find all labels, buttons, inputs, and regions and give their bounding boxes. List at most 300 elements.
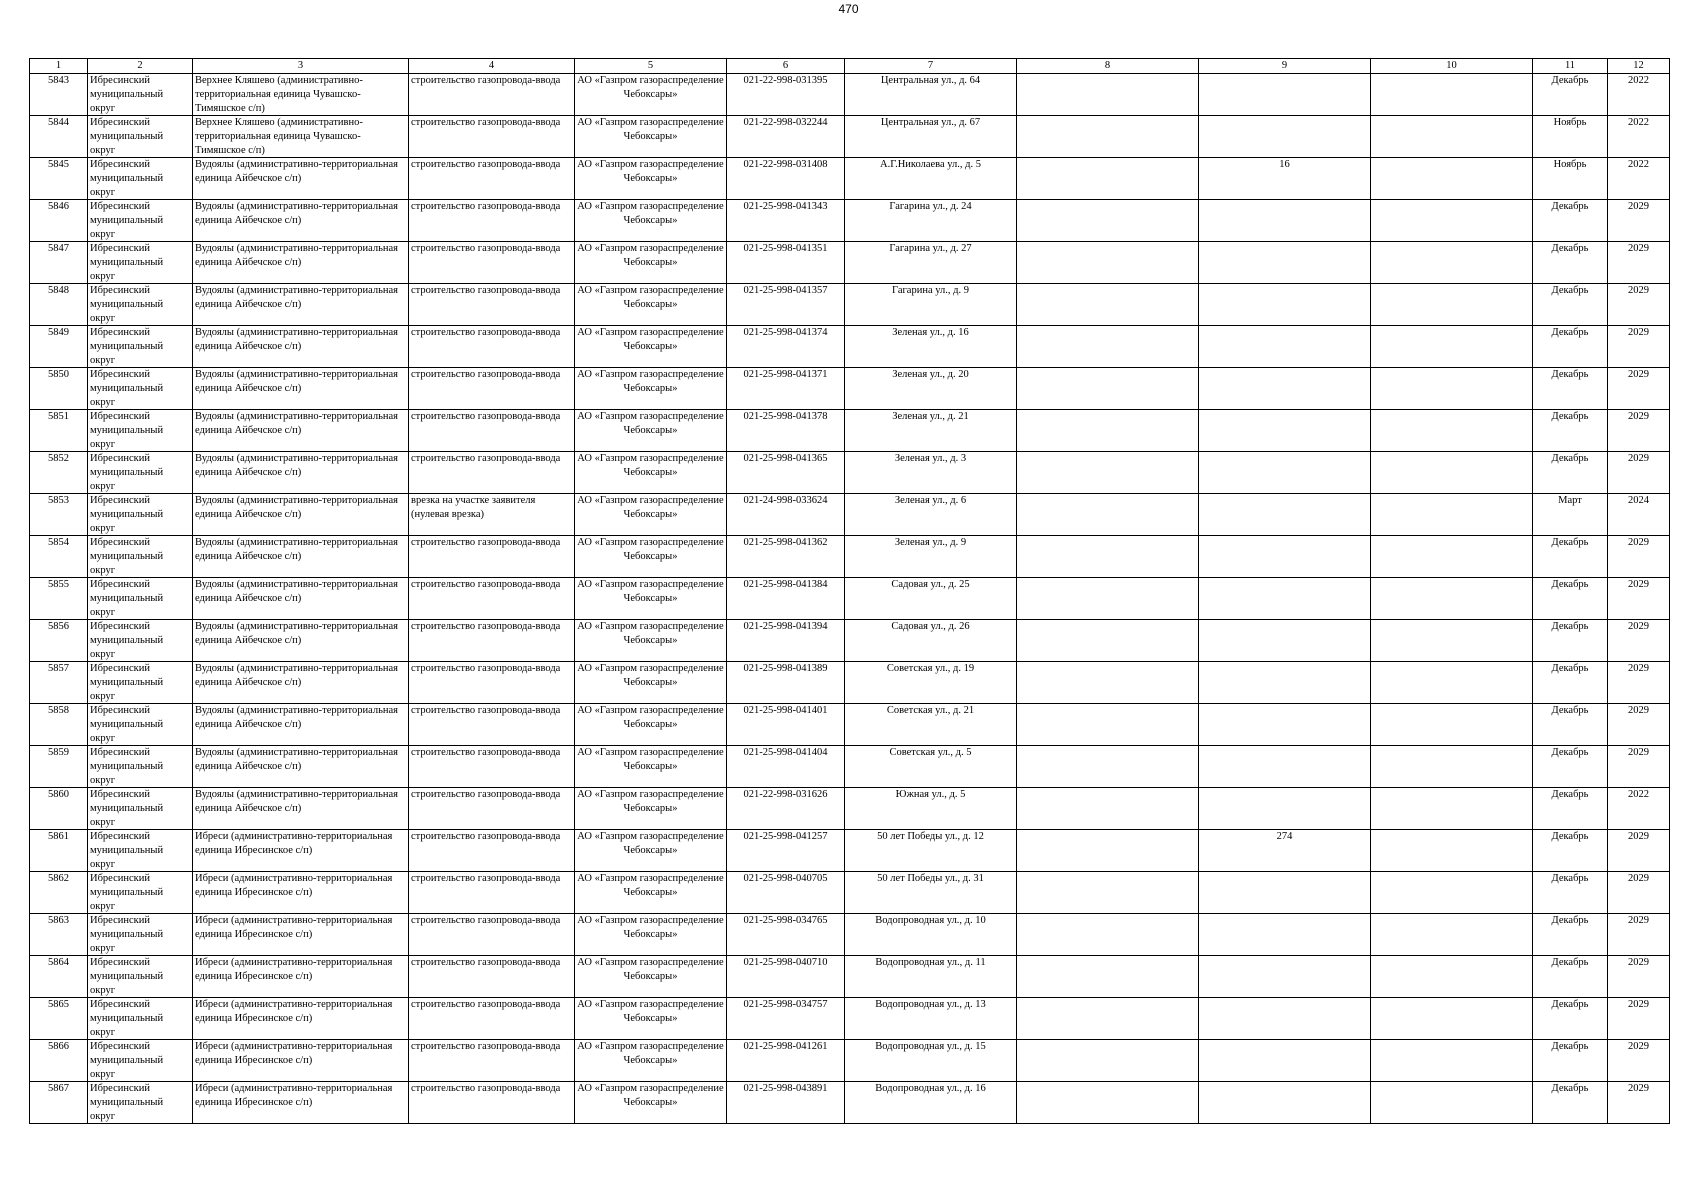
table-cell-col-2 (88, 200, 193, 242)
cell-text: АО «Газпром газораспределение Чебоксары» (577, 705, 724, 730)
cell-text: строительство газопровода-ввода (411, 1041, 561, 1052)
cell-text: 5852 (48, 453, 69, 464)
table-cell-col-1 (30, 326, 88, 368)
cell-text: Гагарина ул., д. 27 (889, 243, 972, 254)
table-row (30, 158, 1670, 200)
table-cell-col-3 (193, 494, 409, 536)
table-cell-col-3 (193, 368, 409, 410)
cell-text: Центральная ул., д. 67 (880, 117, 981, 128)
table-cell-col-5 (575, 578, 727, 620)
table-cell-col-10 (1371, 200, 1533, 242)
table-cell-col-10 (1371, 1082, 1533, 1124)
cell-text: АО «Газпром газораспределение Чебоксары» (577, 201, 724, 226)
cell-text: 021-25-998-041401 (743, 705, 828, 716)
cell-text: 2029 (1628, 873, 1649, 884)
cell-text: Ибресинский муниципальный округ (90, 369, 164, 408)
table-row (30, 998, 1670, 1040)
cell-text: Ноябрь (1553, 159, 1587, 170)
column-header-6: 6 (727, 59, 845, 74)
table-cell-col-2 (88, 914, 193, 956)
cell-text: 2022 (1628, 75, 1649, 86)
cell-text: 2029 (1628, 663, 1649, 674)
table-cell-col-10 (1371, 620, 1533, 662)
cell-text: строительство газопровода-ввода (411, 285, 561, 296)
cell-text: Вудоялы (административно-территориальная единица Айбечское с/п) (195, 453, 398, 478)
cell-text: 5846 (48, 201, 69, 212)
table-cell-col-6 (727, 662, 845, 704)
table-cell-col-6 (727, 914, 845, 956)
table-cell-col-3 (193, 620, 409, 662)
table-cell-col-11 (1533, 830, 1608, 872)
cell-text: 021-25-998-041351 (743, 243, 828, 254)
table-cell-col-9 (1199, 578, 1371, 620)
table-cell-col-3 (193, 410, 409, 452)
table-cell-col-6 (727, 830, 845, 872)
cell-text: Ибреси (административно-территориальная единица Ибресинское с/п) (195, 999, 393, 1024)
table-cell-col-3 (193, 662, 409, 704)
cell-text: 2029 (1628, 369, 1649, 380)
table-cell-col-8 (1017, 746, 1199, 788)
cell-text: АО «Газпром газораспределение Чебоксары» (577, 957, 724, 982)
cell-text: 2029 (1628, 537, 1649, 548)
table-cell-col-7 (845, 284, 1017, 326)
table-cell-col-9 (1199, 74, 1371, 116)
cell-text: АО «Газпром газораспределение Чебоксары» (577, 159, 724, 184)
table-cell-col-6 (727, 536, 845, 578)
table-cell-col-6 (727, 410, 845, 452)
table-cell-col-7 (845, 116, 1017, 158)
cell-text: АО «Газпром газораспределение Чебоксары» (577, 915, 724, 940)
cell-text: 021-22-998-031408 (743, 159, 828, 170)
table-cell-col-12 (1608, 452, 1670, 494)
cell-text: 2022 (1628, 789, 1649, 800)
cell-text: строительство газопровода-ввода (411, 831, 561, 842)
table-cell-col-2 (88, 998, 193, 1040)
table-cell-col-3 (193, 1082, 409, 1124)
table-cell-col-3 (193, 536, 409, 578)
cell-text: Декабрь (1551, 1083, 1589, 1094)
cell-text: Декабрь (1551, 789, 1589, 800)
cell-text: Южная ул., д. 5 (895, 789, 966, 800)
cell-text: Советская ул., д. 21 (886, 705, 975, 716)
table-cell-col-8 (1017, 956, 1199, 998)
table-cell-col-8 (1017, 914, 1199, 956)
cell-text: строительство газопровода-ввода (411, 537, 561, 548)
table-cell-col-3 (193, 578, 409, 620)
table-cell-col-3 (193, 452, 409, 494)
table-cell-col-10 (1371, 368, 1533, 410)
table-cell-col-10 (1371, 326, 1533, 368)
table-cell-col-12 (1608, 662, 1670, 704)
cell-text: 2029 (1628, 327, 1649, 338)
table-cell-col-9 (1199, 620, 1371, 662)
cell-text: 5859 (48, 747, 69, 758)
table-row (30, 200, 1670, 242)
cell-text: 021-24-998-033624 (743, 495, 828, 506)
cell-text: 2022 (1628, 117, 1649, 128)
table-cell-col-1 (30, 704, 88, 746)
table-cell-col-5 (575, 830, 727, 872)
column-header-1: 1 (30, 59, 88, 74)
column-header-11: 11 (1533, 59, 1608, 74)
table-cell-col-6 (727, 494, 845, 536)
cell-text: 2029 (1628, 285, 1649, 296)
table-row (30, 1040, 1670, 1082)
cell-text: АО «Газпром газораспределение Чебоксары» (577, 789, 724, 814)
cell-text: 2029 (1628, 579, 1649, 590)
table-cell-col-11 (1533, 746, 1608, 788)
table-cell-col-8 (1017, 242, 1199, 284)
cell-text: 5857 (48, 663, 69, 674)
cell-text: Декабрь (1551, 369, 1589, 380)
table-cell-col-8 (1017, 536, 1199, 578)
table-cell-col-6 (727, 704, 845, 746)
cell-text: Ибресинский муниципальный округ (90, 1041, 164, 1080)
cell-text: Ибресинский муниципальный округ (90, 1083, 164, 1122)
cell-text: Декабрь (1551, 411, 1589, 422)
cell-text: Декабрь (1551, 453, 1589, 464)
table-cell-col-7 (845, 914, 1017, 956)
cell-text: Ибреси (административно-территориальная единица Ибресинское с/п) (195, 1083, 393, 1108)
table-cell-col-5 (575, 410, 727, 452)
table-cell-col-2 (88, 746, 193, 788)
table-cell-col-5 (575, 620, 727, 662)
cell-text: 2029 (1628, 999, 1649, 1010)
cell-text: 021-25-998-041404 (743, 747, 828, 758)
cell-text: Садовая ул., д. 26 (891, 621, 970, 632)
cell-text: Ибреси (административно-территориальная единица Ибресинское с/п) (195, 1041, 393, 1066)
cell-text: Ибресинский муниципальный округ (90, 747, 164, 786)
table-cell-col-4 (409, 830, 575, 872)
cell-text: АО «Газпром газораспределение Чебоксары» (577, 873, 724, 898)
table-cell-col-10 (1371, 914, 1533, 956)
cell-text: 5863 (48, 915, 69, 926)
table-cell-col-2 (88, 368, 193, 410)
table-cell-col-5 (575, 956, 727, 998)
cell-text: Ибресинский муниципальный округ (90, 201, 164, 240)
cell-text: АО «Газпром газораспределение Чебоксары» (577, 663, 724, 688)
table-cell-col-9 (1199, 956, 1371, 998)
table-cell-col-8 (1017, 284, 1199, 326)
cell-text: АО «Газпром газораспределение Чебоксары» (577, 537, 724, 562)
cell-text: АО «Газпром газораспределение Чебоксары» (577, 117, 724, 142)
cell-text: 5865 (48, 999, 69, 1010)
cell-text: 5845 (48, 159, 69, 170)
table-cell-col-2 (88, 116, 193, 158)
table-cell-col-12 (1608, 368, 1670, 410)
table-cell-col-5 (575, 284, 727, 326)
cell-text: 5844 (48, 117, 69, 128)
table-cell-col-11 (1533, 200, 1608, 242)
table-cell-col-5 (575, 494, 727, 536)
table-cell-col-8 (1017, 1082, 1199, 1124)
cell-text: Вудоялы (административно-территориальная единица Айбечское с/п) (195, 285, 398, 310)
cell-text: строительство газопровода-ввода (411, 1083, 561, 1094)
table-cell-col-1 (30, 116, 88, 158)
table-cell-col-12 (1608, 536, 1670, 578)
table-cell-col-4 (409, 914, 575, 956)
table-cell-col-1 (30, 1082, 88, 1124)
table-cell-col-4 (409, 1040, 575, 1082)
cell-text: 021-25-998-034757 (743, 999, 828, 1010)
table-cell-col-12 (1608, 326, 1670, 368)
table-cell-col-9 (1199, 494, 1371, 536)
table-cell-col-9 (1199, 1082, 1371, 1124)
table-cell-col-11 (1533, 74, 1608, 116)
cell-text: 021-25-998-041365 (743, 453, 828, 464)
table-cell-col-2 (88, 788, 193, 830)
table-cell-col-1 (30, 410, 88, 452)
cell-text: Ибресинский муниципальный округ (90, 159, 164, 198)
table-cell-col-12 (1608, 914, 1670, 956)
table-row (30, 284, 1670, 326)
cell-text: Вудоялы (административно-территориальная единица Айбечское с/п) (195, 327, 398, 352)
table-row (30, 956, 1670, 998)
cell-text: Ибресинский муниципальный округ (90, 453, 164, 492)
cell-text: 021-25-998-041362 (743, 537, 828, 548)
table-cell-col-7 (845, 242, 1017, 284)
table-cell-col-11 (1533, 494, 1608, 536)
cell-text: 2029 (1628, 453, 1649, 464)
table-cell-col-10 (1371, 536, 1533, 578)
cell-text: Декабрь (1551, 537, 1589, 548)
cell-text: Ибресинский муниципальный округ (90, 411, 164, 450)
table-cell-col-8 (1017, 368, 1199, 410)
table-cell-col-1 (30, 578, 88, 620)
cell-text: Ибресинский муниципальный округ (90, 243, 164, 282)
cell-text: Ибреси (административно-территориальная единица Ибресинское с/п) (195, 873, 393, 898)
cell-text: 021-25-998-041384 (743, 579, 828, 590)
cell-text: Ибресинский муниципальный округ (90, 285, 164, 324)
cell-text: Вудоялы (административно-территориальная единица Айбечское с/п) (195, 495, 398, 520)
table-cell-col-11 (1533, 158, 1608, 200)
table-cell-col-9 (1199, 746, 1371, 788)
cell-text: 021-22-998-032244 (743, 117, 828, 128)
page-number: 470 (838, 2, 859, 16)
table-cell-col-2 (88, 494, 193, 536)
table-row (30, 746, 1670, 788)
cell-text: Декабрь (1551, 915, 1589, 926)
cell-text: Вудоялы (административно-территориальная единица Айбечское с/п) (195, 621, 398, 646)
column-header-12: 12 (1608, 59, 1670, 74)
cell-text: 5864 (48, 957, 69, 968)
table-cell-col-10 (1371, 704, 1533, 746)
cell-text: Вудоялы (административно-территориальная единица Айбечское с/п) (195, 579, 398, 604)
table-cell-col-7 (845, 452, 1017, 494)
table-cell-col-10 (1371, 998, 1533, 1040)
cell-text: строительство газопровода-ввода (411, 369, 561, 380)
cell-text: 021-25-998-041374 (743, 327, 828, 338)
cell-text: Декабрь (1551, 201, 1589, 212)
cell-text: Вудоялы (административно-территориальная единица Айбечское с/п) (195, 411, 398, 436)
cell-text: Советская ул., д. 5 (889, 747, 972, 758)
table-cell-col-9 (1199, 914, 1371, 956)
cell-text: 021-25-998-040705 (743, 873, 828, 884)
table-row (30, 704, 1670, 746)
cell-text: Декабрь (1551, 75, 1589, 86)
table-cell-col-2 (88, 620, 193, 662)
table-cell-col-4 (409, 116, 575, 158)
table-cell-col-1 (30, 872, 88, 914)
cell-text: строительство газопровода-ввода (411, 453, 561, 464)
table-cell-col-11 (1533, 914, 1608, 956)
table-cell-col-4 (409, 662, 575, 704)
cell-text: 5854 (48, 537, 69, 548)
table-cell-col-6 (727, 326, 845, 368)
cell-text: Ибресинский муниципальный округ (90, 705, 164, 744)
table-row (30, 536, 1670, 578)
table-cell-col-9 (1199, 410, 1371, 452)
cell-text: Зеленая ул., д. 21 (892, 411, 969, 422)
cell-text: строительство газопровода-ввода (411, 873, 561, 884)
table-cell-col-4 (409, 74, 575, 116)
table-cell-col-6 (727, 746, 845, 788)
table-cell-col-1 (30, 158, 88, 200)
table-cell-col-6 (727, 242, 845, 284)
table-cell-col-5 (575, 788, 727, 830)
cell-text: 2029 (1628, 705, 1649, 716)
table-cell-col-8 (1017, 704, 1199, 746)
table-cell-col-3 (193, 242, 409, 284)
table-cell-col-7 (845, 158, 1017, 200)
table-row (30, 872, 1670, 914)
table-cell-col-3 (193, 872, 409, 914)
table-cell-col-7 (845, 578, 1017, 620)
table-cell-col-7 (845, 326, 1017, 368)
table-cell-col-11 (1533, 956, 1608, 998)
cell-text: 5855 (48, 579, 69, 590)
table-cell-col-7 (845, 410, 1017, 452)
table-cell-col-11 (1533, 284, 1608, 326)
table-cell-col-6 (727, 452, 845, 494)
cell-text: Март (1558, 495, 1582, 506)
table-cell-col-3 (193, 788, 409, 830)
table-cell-col-4 (409, 956, 575, 998)
data-table (29, 58, 1670, 1124)
table-cell-col-1 (30, 494, 88, 536)
cell-text: Вудоялы (административно-территориальная единица Айбечское с/п) (195, 705, 398, 730)
table-cell-col-9 (1199, 368, 1371, 410)
cell-text: Садовая ул., д. 25 (891, 579, 970, 590)
cell-text: 021-25-998-041357 (743, 285, 828, 296)
table-cell-col-8 (1017, 578, 1199, 620)
cell-text: 021-25-998-041261 (743, 1041, 828, 1052)
table-cell-col-4 (409, 704, 575, 746)
table-row (30, 914, 1670, 956)
table-cell-col-3 (193, 200, 409, 242)
table-row (30, 116, 1670, 158)
cell-text: Декабрь (1551, 285, 1589, 296)
table-cell-col-11 (1533, 326, 1608, 368)
table-cell-col-10 (1371, 746, 1533, 788)
table-cell-col-2 (88, 74, 193, 116)
table-cell-col-7 (845, 830, 1017, 872)
table-cell-col-5 (575, 1040, 727, 1082)
table-cell-col-12 (1608, 998, 1670, 1040)
table-cell-col-12 (1608, 746, 1670, 788)
cell-text: Гагарина ул., д. 9 (892, 285, 969, 296)
table-cell-col-4 (409, 158, 575, 200)
table-cell-col-12 (1608, 494, 1670, 536)
cell-text: Водопроводная ул., д. 16 (875, 1083, 986, 1094)
table-cell-col-4 (409, 1082, 575, 1124)
cell-text: 50 лет Победы ул., д. 31 (877, 873, 984, 884)
cell-text: Декабрь (1551, 747, 1589, 758)
table-row (30, 410, 1670, 452)
table-cell-col-7 (845, 200, 1017, 242)
table-cell-col-7 (845, 1082, 1017, 1124)
table-cell-col-4 (409, 410, 575, 452)
table-cell-col-1 (30, 242, 88, 284)
cell-text: строительство газопровода-ввода (411, 999, 561, 1010)
table-cell-col-4 (409, 620, 575, 662)
cell-text: 2029 (1628, 201, 1649, 212)
cell-text: 5848 (48, 285, 69, 296)
table-cell-col-3 (193, 74, 409, 116)
cell-text: Зеленая ул., д. 9 (894, 537, 967, 548)
column-header-8: 8 (1017, 59, 1199, 74)
cell-text: Декабрь (1551, 621, 1589, 632)
cell-text: строительство газопровода-ввода (411, 957, 561, 968)
cell-text: Вудоялы (административно-территориальная единица Айбечское с/п) (195, 789, 398, 814)
table-cell-col-7 (845, 620, 1017, 662)
table-cell-col-11 (1533, 662, 1608, 704)
table-cell-col-10 (1371, 494, 1533, 536)
cell-text: Ибресинский муниципальный округ (90, 621, 164, 660)
table-cell-col-7 (845, 368, 1017, 410)
table-cell-col-7 (845, 494, 1017, 536)
table-cell-col-5 (575, 914, 727, 956)
table-cell-col-3 (193, 956, 409, 998)
cell-text: АО «Газпром газораспределение Чебоксары» (577, 621, 724, 646)
table-cell-col-12 (1608, 158, 1670, 200)
cell-text: 5849 (48, 327, 69, 338)
cell-text: Декабрь (1551, 243, 1589, 254)
table-cell-col-12 (1608, 200, 1670, 242)
table-cell-col-6 (727, 368, 845, 410)
table-cell-col-5 (575, 326, 727, 368)
cell-text: строительство газопровода-ввода (411, 579, 561, 590)
cell-text: строительство газопровода-ввода (411, 915, 561, 926)
cell-text: Ибресинский муниципальный округ (90, 915, 164, 954)
header-row (30, 59, 1670, 74)
cell-text: строительство газопровода-ввода (411, 75, 561, 86)
cell-text: строительство газопровода-ввода (411, 663, 561, 674)
cell-text: 2029 (1628, 831, 1649, 842)
table-cell-col-9 (1199, 116, 1371, 158)
cell-text: Верхнее Кляшево (административно-территориальная единица Чувашско-Тимяшское с/п) (195, 75, 363, 114)
table-cell-col-11 (1533, 242, 1608, 284)
table-cell-col-4 (409, 578, 575, 620)
table-cell-col-12 (1608, 74, 1670, 116)
cell-text: Ибресинский муниципальный округ (90, 789, 164, 828)
table-cell-col-5 (575, 242, 727, 284)
table-cell-col-9 (1199, 1040, 1371, 1082)
cell-text: АО «Газпром газораспределение Чебоксары» (577, 1083, 724, 1108)
cell-text: Декабрь (1551, 579, 1589, 590)
cell-text: Ибресинский муниципальный округ (90, 663, 164, 702)
cell-text: Зеленая ул., д. 16 (892, 327, 969, 338)
cell-text: Водопроводная ул., д. 11 (875, 957, 986, 968)
table-cell-col-9 (1199, 326, 1371, 368)
table-cell-col-4 (409, 242, 575, 284)
cell-text: Вудоялы (административно-территориальная единица Айбечское с/п) (195, 537, 398, 562)
table-cell-col-5 (575, 662, 727, 704)
table-cell-col-1 (30, 74, 88, 116)
table-row (30, 452, 1670, 494)
table-cell-col-9 (1199, 662, 1371, 704)
cell-text: АО «Газпром газораспределение Чебоксары» (577, 495, 724, 520)
